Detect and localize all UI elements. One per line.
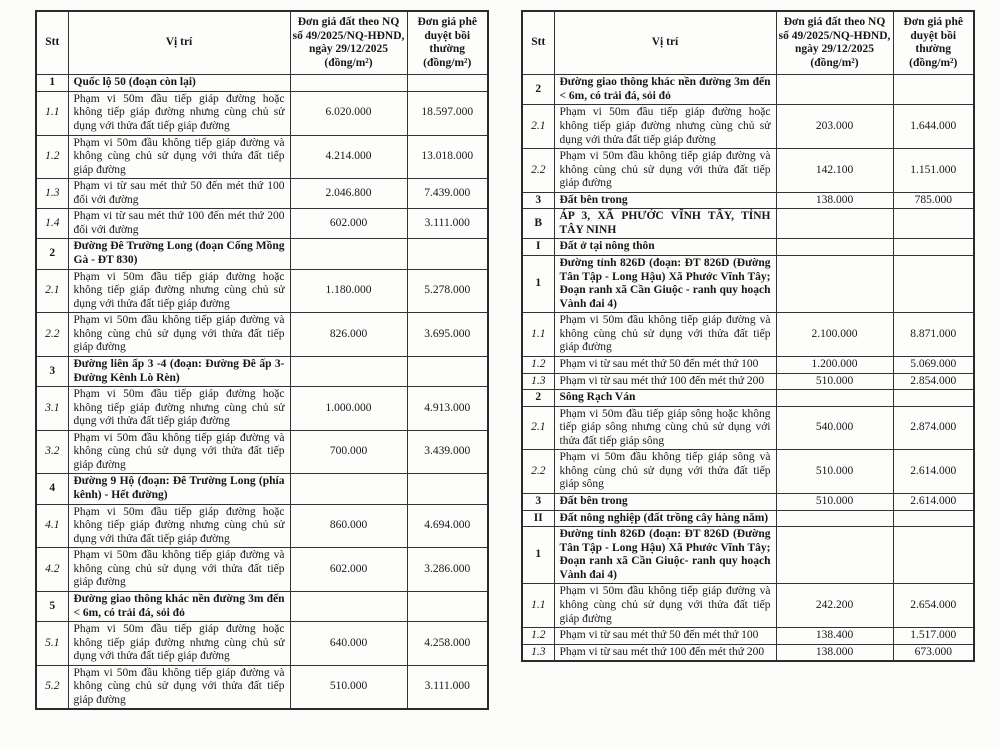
row-location: Đất nông nghiệp (đất trồng cây hàng năm) [554, 510, 776, 527]
row-nq-price: 2.100.000 [776, 313, 893, 357]
item-row [522, 105, 974, 149]
row-nq-price: 700.000 [290, 430, 407, 474]
row-nq-price: 510.000 [776, 373, 893, 390]
row-approved-price [893, 390, 974, 407]
row-location: Phạm vi từ sau mét thứ 100 đến mét thứ 200 [554, 373, 776, 390]
row-approved-price [407, 591, 488, 621]
column-header-stt: Stt [36, 11, 68, 75]
item-row [36, 387, 488, 431]
item-row [36, 313, 488, 357]
column-header-nq-price: Đơn giá đất theo NQ số 49/2025/NQ-HĐND, ngày 29/12/2025 (đồng/m²) [290, 11, 407, 75]
row-nq-price [776, 209, 893, 239]
row-stt: 1 [36, 75, 68, 92]
row-stt: 3.1 [36, 387, 68, 431]
row-approved-price: 3.695.000 [407, 313, 488, 357]
item-row [522, 406, 974, 450]
row-stt: 2.2 [36, 313, 68, 357]
row-stt: I [522, 239, 554, 256]
row-approved-price [893, 510, 974, 527]
row-approved-price: 3.439.000 [407, 430, 488, 474]
row-location: Đường Đê Trường Long (đoạn Cống Mồng Gà - ĐT 830) [68, 239, 290, 269]
row-nq-price: 138.000 [776, 644, 893, 661]
row-stt: 1.1 [522, 313, 554, 357]
row-stt: 2 [522, 390, 554, 407]
section-row [36, 356, 488, 386]
row-approved-price [893, 527, 974, 584]
row-stt: 2.2 [522, 149, 554, 193]
row-stt: 2.1 [522, 406, 554, 450]
item-row [36, 179, 488, 209]
row-stt: 2.2 [522, 450, 554, 494]
section-row [522, 256, 974, 313]
row-location: Phạm vi 50m đầu tiếp giáp đường hoặc không tiếp giáp đường nhưng cùng chủ sử dụng với thửa đất tiếp giáp đường [68, 269, 290, 313]
row-location: Phạm vi 50m đầu không tiếp giáp đường và không cùng chủ sử dụng với thửa đất tiếp giáp đường [68, 665, 290, 709]
row-location: Phạm vi 50m đầu tiếp giáp đường hoặc không tiếp giáp đường nhưng cùng chủ sử dụng với thửa đất tiếp giáp đường [68, 387, 290, 431]
row-approved-price: 4.258.000 [407, 622, 488, 666]
row-approved-price: 2.854.000 [893, 373, 974, 390]
row-location: Phạm vi 50m đầu tiếp giáp đường hoặc không tiếp giáp đường nhưng cùng chủ sử dụng với thửa đất tiếp giáp đường [554, 105, 776, 149]
row-approved-price: 3.111.000 [407, 209, 488, 239]
row-stt: 1.4 [36, 209, 68, 239]
row-stt: 1.3 [522, 644, 554, 661]
row-stt: 1.1 [522, 584, 554, 628]
row-nq-price: 602.000 [290, 548, 407, 592]
row-approved-price [893, 75, 974, 105]
row-stt: II [522, 510, 554, 527]
row-stt: 1.2 [36, 135, 68, 179]
item-row [522, 373, 974, 390]
row-stt: 1.2 [522, 356, 554, 373]
section-row [36, 591, 488, 621]
item-row [36, 430, 488, 474]
row-location: Phạm vi từ sau mét thứ 50 đến mét thứ 100 [554, 356, 776, 373]
row-location: Đường tỉnh 826D (đoạn: ĐT 826D (Đường Tân Tập - Long Hậu) Xã Phước Vĩnh Tây; Đoạn ranh xã Cần Giuộc - ranh quy hoạch Vành đai 4) [554, 256, 776, 313]
row-nq-price: 510.000 [776, 494, 893, 511]
item-row [36, 504, 488, 548]
row-stt: 1 [522, 527, 554, 584]
item-row [36, 209, 488, 239]
row-location: Phạm vi từ sau mét thứ 100 đến mét thứ 200 đối với đường [68, 209, 290, 239]
item-row [36, 91, 488, 135]
land-price-table-left [35, 10, 489, 710]
section-row [522, 494, 974, 511]
row-nq-price: 203.000 [776, 105, 893, 149]
row-nq-price: 242.200 [776, 584, 893, 628]
row-location: Phạm vi từ sau mét thứ 100 đến mét thứ 200 [554, 644, 776, 661]
section-row [522, 510, 974, 527]
row-nq-price: 142.100 [776, 149, 893, 193]
row-location: Phạm vi 50m đầu không tiếp giáp đường và không cùng chủ sử dụng với thửa đất tiếp giáp đường [554, 313, 776, 357]
row-location: Phạm vi 50m đầu không tiếp giáp đường và không cùng chủ sử dụng với thửa đất tiếp giáp đường [68, 135, 290, 179]
row-approved-price: 5.278.000 [407, 269, 488, 313]
row-approved-price [407, 75, 488, 92]
column-header-stt: Stt [522, 11, 554, 75]
land-price-table-right [521, 10, 975, 662]
row-location: Phạm vi 50m đầu không tiếp giáp đường và không cùng chủ sử dụng với thửa đất tiếp giáp đường [68, 548, 290, 592]
row-approved-price [407, 356, 488, 386]
item-row [522, 628, 974, 645]
row-nq-price [776, 510, 893, 527]
row-nq-price: 640.000 [290, 622, 407, 666]
column-header-approved-price: Đơn giá phê duyệt bồi thường (đồng/m²) [407, 11, 488, 75]
row-location: Phạm vi 50m đầu không tiếp giáp đường và không cùng chủ sử dụng với thửa đất tiếp giáp đường [554, 149, 776, 193]
row-approved-price [893, 256, 974, 313]
row-location: Phạm vi từ sau mét thứ 50 đến mét thứ 100 [554, 628, 776, 645]
item-row [522, 356, 974, 373]
row-location: Đất ở tại nông thôn [554, 239, 776, 256]
column-header-location: Vị trí [68, 11, 290, 75]
header-row [522, 11, 974, 75]
section-row [522, 239, 974, 256]
row-location: Đường 9 Hộ (đoạn: Đê Trường Long (phía kênh) - Hết đường) [68, 474, 290, 504]
row-nq-price [290, 474, 407, 504]
row-location: Phạm vi 50m đầu tiếp giáp đường hoặc không tiếp giáp đường nhưng cùng chủ sử dụng với thửa đất tiếp giáp đường [68, 504, 290, 548]
row-stt: 4.1 [36, 504, 68, 548]
row-location: ÁP 3, XÃ PHƯỚC VĨNH TÂY, TỈNH TÂY NINH [554, 209, 776, 239]
row-nq-price: 540.000 [776, 406, 893, 450]
row-approved-price: 4.694.000 [407, 504, 488, 548]
row-approved-price: 2.654.000 [893, 584, 974, 628]
row-location: Phạm vi 50m đầu tiếp giáp đường hoặc không tiếp giáp đường nhưng cùng chủ sử dụng với thửa đất tiếp giáp đường [68, 91, 290, 135]
row-nq-price [290, 356, 407, 386]
row-approved-price: 2.614.000 [893, 450, 974, 494]
row-stt: 5.2 [36, 665, 68, 709]
section-row [36, 474, 488, 504]
row-approved-price [893, 239, 974, 256]
section-row [522, 192, 974, 209]
header-row [36, 11, 488, 75]
row-approved-price: 2.874.000 [893, 406, 974, 450]
row-approved-price [407, 474, 488, 504]
row-stt: 1 [522, 256, 554, 313]
column-header-location: Vị trí [554, 11, 776, 75]
row-stt: 3.2 [36, 430, 68, 474]
row-approved-price: 785.000 [893, 192, 974, 209]
row-approved-price: 13.018.000 [407, 135, 488, 179]
item-row [522, 450, 974, 494]
item-row [36, 548, 488, 592]
row-location: Phạm vi 50m đầu không tiếp giáp đường và không cùng chủ sử dụng với thửa đất tiếp giáp đường [554, 584, 776, 628]
row-location: Đường liên ấp 3 -4 (đoạn: Đường Đê ấp 3-Đường Kênh Lò Rèn) [68, 356, 290, 386]
row-approved-price: 3.286.000 [407, 548, 488, 592]
row-nq-price: 510.000 [290, 665, 407, 709]
row-stt: 2.1 [522, 105, 554, 149]
row-nq-price: 860.000 [290, 504, 407, 548]
row-stt: 3 [522, 494, 554, 511]
row-approved-price [407, 239, 488, 269]
item-row [36, 135, 488, 179]
section-row [522, 209, 974, 239]
item-row [36, 269, 488, 313]
item-row [522, 313, 974, 357]
row-nq-price: 138.400 [776, 628, 893, 645]
row-approved-price: 18.597.000 [407, 91, 488, 135]
row-location: Phạm vi 50m đầu không tiếp giáp sông và không cùng chủ sử dụng với thửa đất tiếp giáp sông [554, 450, 776, 494]
row-nq-price [776, 75, 893, 105]
row-nq-price: 602.000 [290, 209, 407, 239]
row-nq-price: 1.180.000 [290, 269, 407, 313]
row-stt: B [522, 209, 554, 239]
section-row [522, 390, 974, 407]
row-nq-price [290, 591, 407, 621]
row-location: Đất bên trong [554, 494, 776, 511]
row-stt: 1.1 [36, 91, 68, 135]
row-location: Phạm vi 50m đầu không tiếp giáp đường và không cùng chủ sử dụng với thửa đất tiếp giáp đường [68, 313, 290, 357]
row-nq-price: 138.000 [776, 192, 893, 209]
row-nq-price: 4.214.000 [290, 135, 407, 179]
row-location: Phạm vi từ sau mét thứ 50 đến mét thứ 100 đối với đường [68, 179, 290, 209]
row-stt: 3 [522, 192, 554, 209]
column-header-nq-price: Đơn giá đất theo NQ số 49/2025/NQ-HĐND, ngày 29/12/2025 (đồng/m²) [776, 11, 893, 75]
item-row [522, 584, 974, 628]
row-nq-price: 6.020.000 [290, 91, 407, 135]
row-nq-price [776, 256, 893, 313]
row-stt: 3 [36, 356, 68, 386]
row-approved-price: 3.111.000 [407, 665, 488, 709]
row-approved-price: 5.069.000 [893, 356, 974, 373]
row-approved-price: 7.439.000 [407, 179, 488, 209]
item-row [522, 149, 974, 193]
row-location: Đường giao thông khác nền đường 3m đến < 6m, có trải đá, sỏi đỏ [68, 591, 290, 621]
row-nq-price: 1.200.000 [776, 356, 893, 373]
row-approved-price: 8.871.000 [893, 313, 974, 357]
section-row [522, 75, 974, 105]
section-row [36, 239, 488, 269]
row-nq-price [290, 75, 407, 92]
row-location: Đường giao thông khác nền đường 3m đến < 6m, có trải đá, sỏi đỏ [554, 75, 776, 105]
row-location: Phạm vi 50m đầu tiếp giáp đường hoặc không tiếp giáp đường nhưng cùng chủ sử dụng với thửa đất tiếp giáp đường [68, 622, 290, 666]
row-stt: 4 [36, 474, 68, 504]
row-nq-price: 1.000.000 [290, 387, 407, 431]
row-nq-price [776, 390, 893, 407]
row-location: Sông Rạch Ván [554, 390, 776, 407]
row-stt: 5.1 [36, 622, 68, 666]
row-approved-price: 1.151.000 [893, 149, 974, 193]
row-stt: 1.2 [522, 628, 554, 645]
row-nq-price [290, 239, 407, 269]
section-row [522, 527, 974, 584]
row-approved-price: 673.000 [893, 644, 974, 661]
row-nq-price: 2.046.800 [290, 179, 407, 209]
row-approved-price: 1.517.000 [893, 628, 974, 645]
row-stt: 2 [522, 75, 554, 105]
row-location: Đất bên trong [554, 192, 776, 209]
row-stt: 1.3 [36, 179, 68, 209]
row-stt: 1.3 [522, 373, 554, 390]
row-location: Quốc lộ 50 (đoạn còn lại) [68, 75, 290, 92]
row-approved-price: 1.644.000 [893, 105, 974, 149]
row-stt: 4.2 [36, 548, 68, 592]
item-row [522, 644, 974, 661]
row-stt: 2 [36, 239, 68, 269]
row-approved-price: 4.913.000 [407, 387, 488, 431]
row-stt: 5 [36, 591, 68, 621]
row-nq-price [776, 239, 893, 256]
row-stt: 2.1 [36, 269, 68, 313]
item-row [36, 665, 488, 709]
column-header-approved-price: Đơn giá phê duyệt bồi thường (đồng/m²) [893, 11, 974, 75]
row-location: Phạm vi 50m đầu tiếp giáp sông hoặc không tiếp giáp sông nhưng cùng chủ sử dụng với thửa đất tiếp giáp sông [554, 406, 776, 450]
row-location: Đường tỉnh 826D (đoạn: ĐT 826D (Đường Tân Tập - Long Hậu) Xã Phước Vĩnh Tây; Đoạn ranh xã Cần Giuộc- ranh quy hoạch Vành đai 4) [554, 527, 776, 584]
row-approved-price: 2.614.000 [893, 494, 974, 511]
row-nq-price: 826.000 [290, 313, 407, 357]
row-location: Phạm vi 50m đầu không tiếp giáp đường và không cùng chủ sử dụng với thửa đất tiếp giáp đường [68, 430, 290, 474]
item-row [36, 622, 488, 666]
row-nq-price [776, 527, 893, 584]
row-nq-price: 510.000 [776, 450, 893, 494]
section-row [36, 75, 488, 92]
row-approved-price [893, 209, 974, 239]
